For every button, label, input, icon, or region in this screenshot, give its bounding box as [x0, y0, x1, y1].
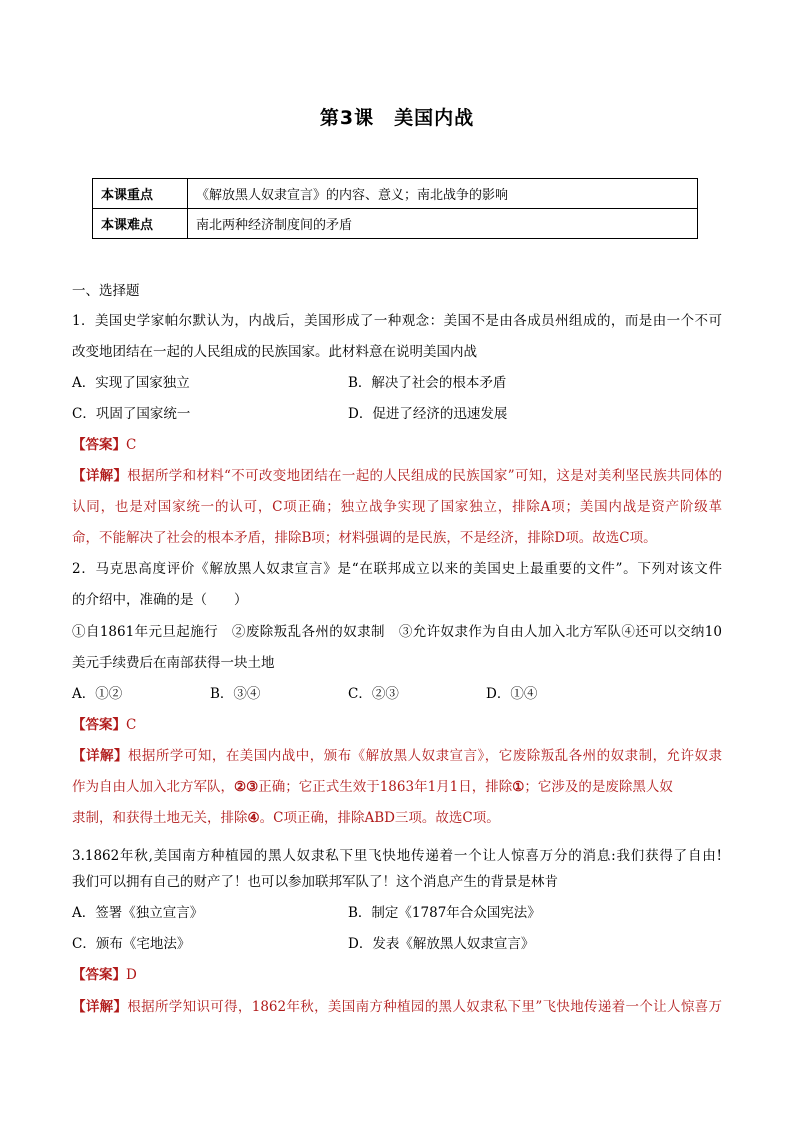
q3-answer — [72, 965, 722, 985]
q1-option-d: D．促进了经济的迅速发展 — [348, 406, 508, 422]
q2-answer — [72, 715, 722, 735]
answer-tag: 【答案】 — [72, 967, 126, 983]
q2-option-a: A．①② — [72, 686, 123, 702]
detail-tag: 【详解】 — [72, 748, 128, 764]
table-row — [93, 209, 698, 239]
detail-emphasis: ④ — [247, 810, 260, 826]
row-label: 本课难点 — [93, 209, 188, 239]
q2-stem-line: ①自1861年元旦起施行 ②废除叛乱各州的奴隶制 ③允许奴隶作为自由人加入北方军队④还可以交纳10 — [72, 624, 722, 640]
q2-detail-line — [72, 777, 722, 797]
q1-detail-line — [72, 466, 722, 486]
q1-answer — [72, 435, 722, 455]
q2-stem-line: 的介绍中，准确的是（ ） — [72, 592, 248, 608]
q1-option-a: A．实现了国家独立 — [72, 375, 190, 391]
answer-value: C — [126, 437, 137, 453]
row-content: 南北两种经济制度间的矛盾 — [188, 209, 698, 239]
focus-table — [92, 178, 698, 239]
q1-option-c: C．巩固了国家统一 — [72, 406, 191, 422]
q2-detail-line — [72, 746, 722, 766]
q2-detail-line — [72, 808, 722, 828]
detail-text: 根据所学可知，在美国内战中，颁布《解放黑人奴隶宣言》，它废除叛乱各州的奴隶制，允许奴隶 — [127, 748, 723, 764]
page-title: 第3课 美国内战 — [319, 107, 475, 129]
detail-emphasis: ②③ — [234, 779, 259, 795]
q2-option-d: D．①④ — [486, 686, 538, 702]
detail-text: 正确；它正式生效于1863年1月1日，排除 — [258, 779, 513, 795]
detail-emphasis: ① — [512, 779, 525, 795]
q1-stem-line: 1．美国史学家帕尔默认为，内战后，美国形成了一种观念：美国不是由各成员州组成的，而是由一个不可 — [72, 313, 722, 329]
answer-tag: 【答案】 — [72, 717, 126, 733]
detail-text: 作为自由人加入北方军队， — [72, 779, 234, 795]
q2-stem-line: 美元手续费后在南部获得一块土地 — [72, 655, 275, 671]
q2-option-b: B．③④ — [210, 686, 261, 702]
section-heading: 一、选择题 — [72, 283, 140, 299]
q3-stem-line: 3.1862年秋,美国南方种植园的黑人奴隶私下里飞快地传递着一个让人惊喜万分的消息:我们获得了自由! — [72, 848, 722, 864]
q3-option-a: A．签署《独立宣言》 — [72, 905, 204, 921]
detail-tag: 【详解】 — [72, 999, 128, 1015]
answer-value: C — [126, 717, 137, 733]
q3-option-d: D．发表《解放黑人奴隶宣言》 — [348, 936, 535, 952]
detail-text: 。C项正确，排除ABD三项。故选C项。 — [259, 810, 500, 826]
detail-text: 根据所学知识可得，1862年秋，美国南方种植园的黑人奴隶私下里”飞快地传递着一个让人惊喜万 — [127, 999, 722, 1015]
q3-option-b: B．制定《1787年合众国宪法》 — [348, 905, 541, 921]
answer-tag: 【答案】 — [72, 437, 126, 453]
q2-stem-line: 2．马克思高度评价《解放黑人奴隶宣言》是“在联邦成立以来的美国史上最重要的文件”。下列对该文件 — [72, 561, 722, 577]
q2-option-c: C．②③ — [348, 686, 399, 702]
q3-option-c: C．颁布《宅地法》 — [72, 936, 191, 952]
table-row — [93, 179, 698, 209]
answer-value: D — [126, 967, 137, 983]
detail-text: ；它涉及的是废除黑人奴 — [524, 779, 673, 795]
q1-option-b: B．解决了社会的根本矛盾 — [348, 375, 507, 391]
row-label: 本课重点 — [93, 179, 188, 209]
detail-tag: 【详解】 — [72, 468, 128, 484]
q1-detail-line: 认同，也是对国家统一的认可，C项正确；独立战争实现了国家独立，排除A项；美国内战是资产阶级革 — [72, 499, 722, 515]
q3-detail-line — [72, 997, 722, 1017]
detail-text: 根据所学和材料“不可改变地团结在一起的人民组成的民族国家”可知，这是对美利坚民族共同体的 — [127, 468, 722, 484]
q1-stem-line: 改变地团结在一起的人民组成的民族国家。此材料意在说明美国内战 — [72, 344, 477, 360]
row-content: 《解放黑人奴隶宣言》的内容、意义；南北战争的影响 — [188, 179, 698, 209]
q1-detail-line: 命，不能解决了社会的根本矛盾，排除B项；材料强调的是民族，不是经济，排除D项。故选C项。 — [72, 530, 657, 546]
detail-text: 隶制，和获得土地无关，排除 — [72, 810, 248, 826]
q3-stem-line: 我们可以拥有自己的财产了！也可以参加联邦军队了！这个消息产生的背景是林肯 — [72, 874, 558, 890]
